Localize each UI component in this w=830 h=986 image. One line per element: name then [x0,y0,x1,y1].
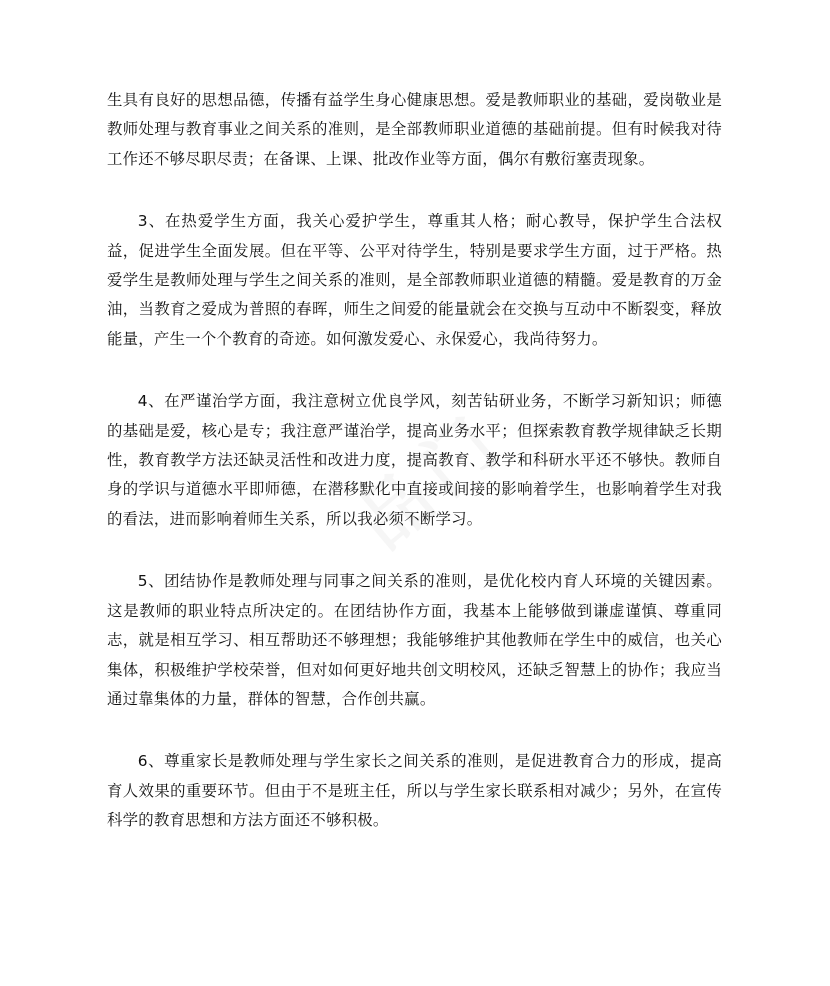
paragraph-item-3: 3、在热爱学生方面，我关心爱护学生，尊重其人格；耐心教导，保护学生合法权益，促进学生全面发展。但在平等、公平对待学生，特别是要求学生方面，过于严格。热爱学生是教师处理与学生之间关系的准则，是全部教师职业道德的精髓。爱是教育的万金油，当教育之爱成为普照的春晖，师生之间爱的能量就会在交换与互动中不断裂变，释放能量，产生一个个教育的奇迹。如何激发爱心、永保爱心，我尚待努力。 [107,212,722,348]
paragraph-item-6: 6、尊重家长是教师处理与学生家长之间关系的准则，是促进教育合力的形成，提高育人效果的重要环节。但由于不是班主任，所以与学生家长联系相对减少；另外，在宣传科学的教育思想和方法方面还不够积极。 [107,752,722,830]
paragraph-gap [107,534,722,567]
document-body [107,86,722,836]
paragraph-continuation: 生具有良好的思想品德，传播有益学生身心健康思想。爱是教师职业的基础，爱岗敬业是教师处理与教育事业之间关系的准则，是全部教师职业道德的基础前提。但有时候我对待工作还不够尽职尽责；在备课、上课、批改作业等方面，偶尔有敷衍塞责现象。 [107,91,722,168]
paragraph-gap [107,354,722,387]
paragraph-gap [107,174,722,207]
paragraph-gap [107,714,722,747]
paragraph-item-4: 4、在严谨治学方面，我注意树立优良学风，刻苦钻研业务，不断学习新知识；师德的基础是爱，核心是专；我注意严谨治学，提高业务水平；但探索教育教学规律缺乏长期性，教育教学方法还缺灵活性和改进力度，提高教育、教学和科研水平还不够快。教师自身的学识与道德水平即师德，在潜移默化中直接或间接的影响着学生，也影响着学生对我的看法，进而影响着师生关系，所以我必须不断学习。 [107,392,722,528]
paragraph-item-5: 5、团结协作是教师处理与同事之间关系的准则，是优化校内育人环境的关键因素。这是教师的职业特点所决定的。在团结协作方面，我基本上能够做到谦虚谨慎、尊重同志，就是相互学习、相互帮助还不够理想；我能够维护其他教师在学生中的威信，也关心集体，积极维护学校荣誉，但对如何更好地共创文明校风，还缺乏智慧上的协作；我应当通过靠集体的力量，群体的智慧，合作创共赢。 [107,572,722,708]
